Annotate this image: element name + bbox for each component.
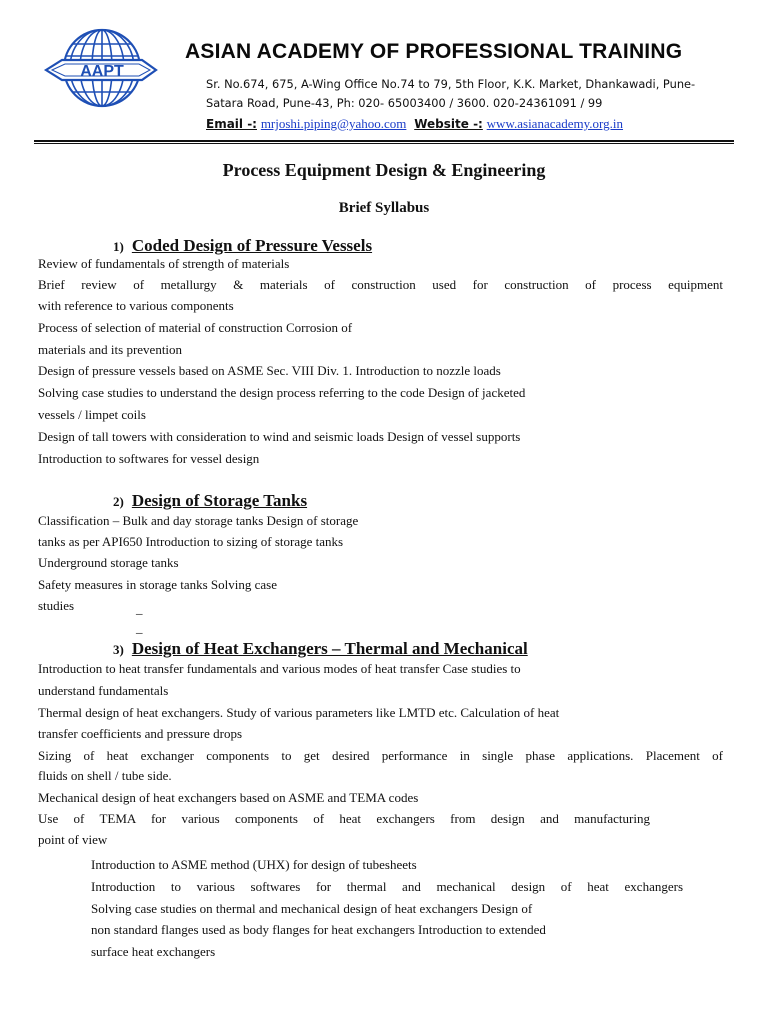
header-divider-thin [34, 143, 734, 144]
list-item: Introduction to ASME method (UHX) for design of tubesheets [91, 857, 417, 872]
list-item: Mechanical design of heat exchangers based on ASME and TEMA codes [38, 790, 419, 805]
list-item: materials and its prevention [38, 342, 183, 357]
document-title: Process Equipment Design & Engineering [222, 160, 546, 180]
list-item: non standard flanges used as body flanges for heat exchangers Introduction to extended [91, 922, 546, 937]
underscore-mark: _ [136, 620, 143, 635]
section-2-heading [113, 491, 307, 511]
list-item: vessels / limpet coils [38, 407, 146, 422]
section-title: Design of Storage Tanks [131, 491, 308, 510]
list-item: transfer coefficients and pressure drops [38, 726, 243, 741]
section-3-heading [113, 639, 528, 659]
list-item: studies [38, 598, 75, 613]
list-item: Design of pressure vessels based on ASME Sec. VIII Div. 1. Introduction to nozzle loads [38, 363, 501, 378]
logo-text: AAPT [80, 63, 124, 80]
list-item: Introduction to softwares for vessel design [38, 451, 260, 466]
email-label: Email -: [206, 117, 257, 131]
section-title: Coded Design of Pressure Vessels [131, 236, 373, 255]
list-item: Solving case studies on thermal and mechanical design of heat exchangers Design of [91, 901, 533, 916]
list-item: Thermal design of heat exchangers. Study of various parameters like LMTD etc. Calculation of heat [38, 705, 560, 720]
list-item: Brief review of metallurgy & materials of construction used for construction of process equipment [38, 277, 723, 292]
section-1-heading [113, 236, 372, 256]
list-item: Underground storage tanks [38, 555, 179, 570]
list-item: Sizing of heat exchanger components to get desired performance in single phase applications. Placement of [38, 748, 723, 763]
list-item: Introduction to heat transfer fundamentals and various modes of heat transfer Case studies to [38, 661, 521, 676]
list-item: surface heat exchangers [91, 944, 216, 959]
organization-name: ASIAN ACADEMY OF PROFESSIONAL TRAINING [185, 40, 683, 63]
list-item: Classification – Bulk and day storage tanks Design of storage [38, 513, 359, 528]
underscore-mark: _ [136, 601, 143, 616]
website-link[interactable]: www.asianacademy.org.in [486, 116, 624, 131]
list-item: Process of selection of material of construction Corrosion of [38, 320, 353, 335]
list-item: Introduction to various softwares for thermal and mechanical design of heat exchangers [91, 879, 683, 894]
document-subtitle: Brief Syllabus [338, 200, 430, 216]
list-item: with reference to various components [38, 298, 234, 313]
section-title: Design of Heat Exchangers – Thermal and Mechanical [131, 639, 528, 658]
list-item: Design of tall towers with consideration to wind and seismic loads Design of vessel supports [38, 429, 521, 444]
email-link[interactable]: mrjoshi.piping@yahoo.com [260, 116, 407, 131]
section-number: 1) [113, 239, 124, 254]
address-line-2: Satara Road, Pune-43, Ph: 020- 65003400 / 3600. 020-24361091 / 99 [206, 96, 603, 110]
contact-line [206, 116, 623, 132]
list-item: tanks as per API650 Introduction to sizing of storage tanks [38, 534, 344, 549]
list-item: Review of fundamentals of strength of materials [38, 256, 290, 271]
list-item: point of view [38, 832, 108, 847]
list-item: Use of TEMA for various components of heat exchangers from design and manufacturing [38, 811, 650, 826]
list-item: Safety measures in storage tanks Solving case [38, 577, 277, 592]
website-label: Website -: [414, 117, 483, 131]
section-number: 3) [113, 642, 124, 657]
aapt-logo [40, 22, 160, 122]
list-item: Solving case studies to understand the design process referring to the code Design of jacketed [38, 385, 526, 400]
list-item: understand fundamentals [38, 683, 169, 698]
address-line-1: Sr. No.674, 675, A-Wing Office No.74 to 79, 5th Floor, K.K. Market, Dhankawadi, Pune- [206, 77, 696, 91]
list-item: fluids on shell / tube side. [38, 768, 172, 783]
section-number: 2) [113, 494, 124, 509]
header-divider [34, 140, 734, 142]
